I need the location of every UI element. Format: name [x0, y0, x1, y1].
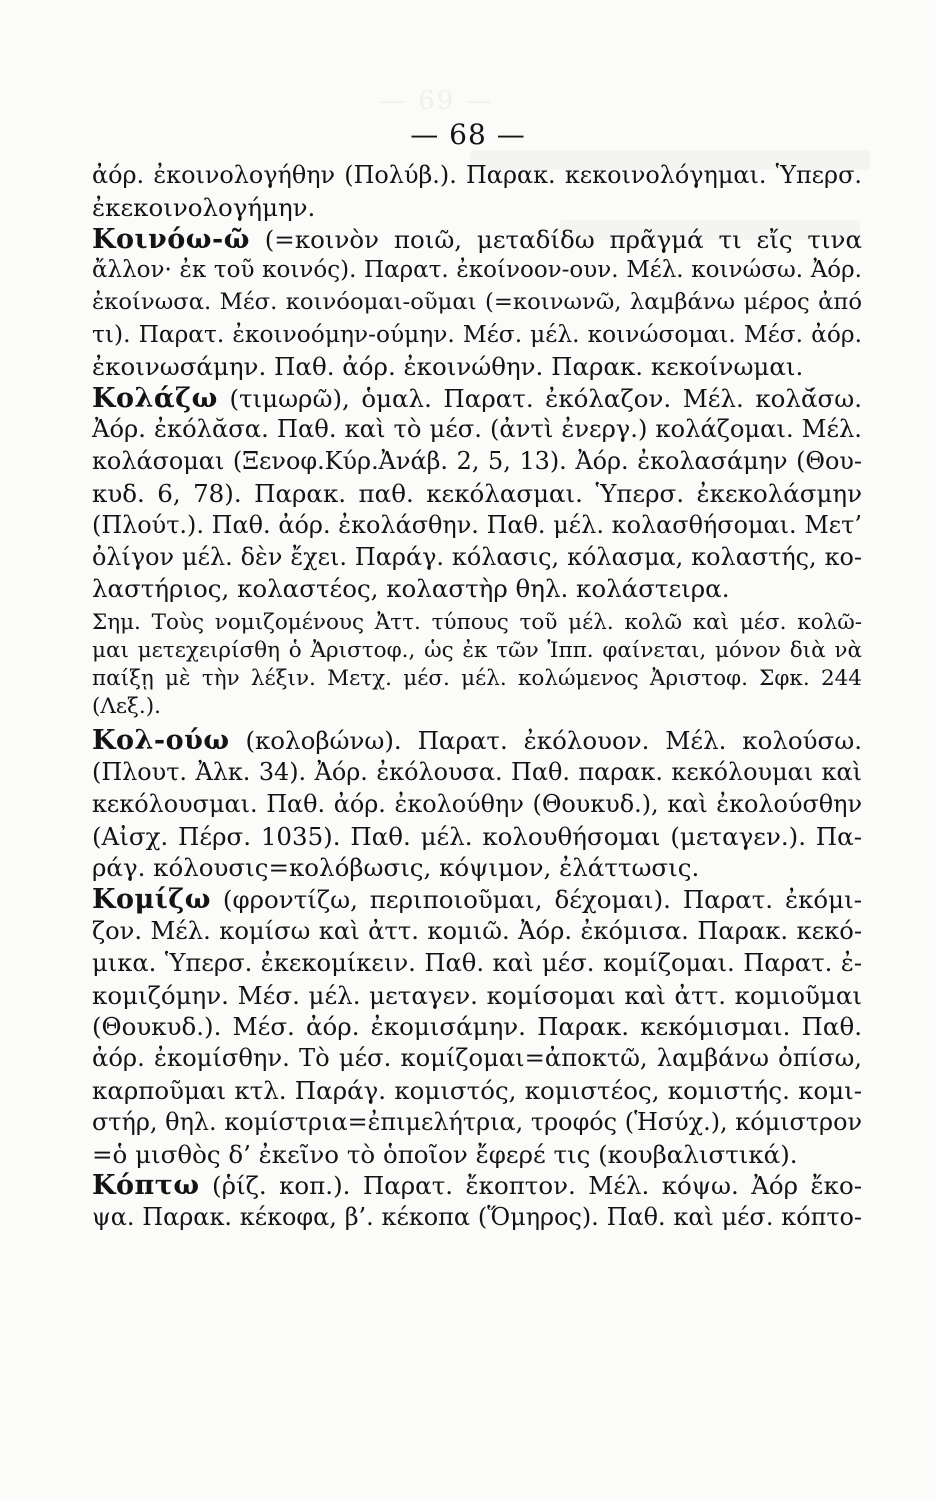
- entry-text: (κολοβώνω). Παρατ. ἐκόλουον. Μέλ. κολούσω.: [229, 726, 862, 756]
- dictionary-entry-kolazo: [92, 383, 862, 606]
- dictionary-entry-continuation: [92, 160, 862, 224]
- text-line: (Θουκυδ.). Μέσ. ἀόρ. ἐκομισάμην. Παρακ. κεκόμισμαι. Παθ.: [92, 1012, 862, 1042]
- entry-text: (φροντίζω, περιποιοῦμαι, δέχομαι). Παρατ. ἐκόμι-: [211, 885, 862, 915]
- entry-text: (τιμωρῶ), ὁμαλ. Παρατ. ἐκόλαζον. Μέλ. κολᾰ́σω.: [217, 383, 862, 413]
- text-line: ἐκεκοινολογήμην.: [92, 192, 316, 222]
- text-line: (Πλουτ. Ἀλκ. 34). Ἀόρ. ἐκόλουσα. Παθ. παρακ. κεκόλουμαι καὶ: [92, 757, 862, 786]
- entry-text: (ῥίζ. κοπ.). Παρατ. ἔκοπτον. Μέλ. κόψω. Ἀόρ ἔκο-: [199, 1171, 862, 1201]
- text-line: κυδ. 6, 78). Παρακ. παθ. κεκόλασμαι. Ὑπερσ. ἐκεκολάσμην: [92, 478, 862, 508]
- dictionary-entry-kopto: [92, 1170, 862, 1234]
- text-line: ἄλλον· ἐκ τοῦ κοινός). Παρατ. ἐκοίνοον-ουν. Μέλ. κοινώσω. Ἀόρ.: [92, 257, 862, 284]
- text-line: καρποῦμαι κτλ. Παράγ. κομιστός, κομιστέος, κομιστής. κομι-: [92, 1075, 862, 1105]
- dictionary-note: [92, 609, 862, 721]
- entry-lemma: Κόπτω: [92, 1170, 200, 1202]
- text-line: ἐκοίνωσα. Μέσ. κοινόομαι-οῦμαι (=κοινωνῶ, λαμβάνω μέρος ἀπό: [92, 289, 862, 316]
- text-line: ἀόρ. ἐκομίσθην. Τὸ μέσ. κομίζομαι=ἀποκτῶ, λαμβάνω ὀπίσω,: [92, 1044, 862, 1073]
- text-line: κομιζόμην. Μέσ. μέλ. μεταγεν. κομίσομαι καὶ ἀττ. κομιοῦμαι: [92, 980, 862, 1010]
- text-line: λαστήριος, κολαστέος, κολαστὴρ θηλ. κολάστειρα.: [92, 574, 730, 604]
- text-line: ἀόρ. ἐκοινολογήθην (Πολύβ.). Παρακ. κεκοινολόγημαι. Ὑπερσ.: [92, 161, 862, 189]
- text-line: (Αἰσχ. Πέρσ. 1035). Παθ. μέλ. κολουθήσομαι (μεταγεν.). Πα-: [92, 821, 862, 851]
- entry-lemma: Κοινόω-ῶ: [92, 223, 250, 255]
- text-line: τι). Παρατ. ἐκοινοόμην-ούμην. Μέσ. μέλ. κοινώσομαι. Μέσ. ἀόρ.: [92, 320, 862, 348]
- text-line: κολάσομαι (Ξενοφ.Κύρ.Ἀνάβ. 2, 5, 13). Ἀόρ. ἐκολασάμην (Θου-: [92, 447, 862, 476]
- text-line: στήρ, θηλ. κομίστρια=ἐπιμελήτρια, τροφός (Ἡσύχ.), κόμιστρον: [92, 1107, 862, 1136]
- text-line: κεκόλουσμαι. Παθ. ἀόρ. ἐκολούθην (Θουκυδ.), καὶ ἐκολούσθην: [92, 789, 862, 818]
- note-line: Σημ. Τοὺς νομιζομένους Ἀττ. τύπους τοῦ μέλ. κολῶ καὶ μέσ. κολῶ-: [92, 610, 862, 636]
- text-line: ζον. Μέλ. κομίσω καὶ ἀττ. κομιῶ. Ἀόρ. ἐκόμισα. Παρακ. κεκό-: [92, 916, 862, 945]
- text-line: ὀλίγον μέλ. δὲν ἔχει. Παράγ. κόλασις, κόλασμα, κολαστής, κο-: [92, 542, 862, 571]
- text-line: =ὁ μισθὸς δ’ ἐκεῖνο τὸ ὁποῖον ἔφερέ τις (κουβαλιστικά).: [92, 1139, 798, 1169]
- page-number: — 68 —: [410, 118, 526, 151]
- entry-lemma: Κολάζω: [92, 382, 218, 414]
- text-line: Ἀόρ. ἐκόλᾰσα. Παθ. καὶ τὸ μέσ. (ἀντὶ ἐνεργ.) κολάζομαι. Μέλ.: [92, 415, 862, 444]
- text-line: ψα. Παρακ. κέκοφα, β’. κέκοπα (Ὅμηρος). Παθ. καὶ μέσ. κόπτο-: [92, 1203, 862, 1232]
- text-line: (Πλούτ.). Παθ. ἀόρ. ἐκολάσθην. Παθ. μέλ. κολασθήσομαι. Μετ’: [92, 510, 862, 539]
- note-line: παίξῃ μὲ τὴν λέξιν. Μετχ. μέσ. μέλ. κολώμενος Ἀριστοφ. Σφκ. 244: [92, 666, 862, 692]
- note-line: μαι μετεχειρίσθη ὁ Ἀριστοφ., ὡς ἐκ τῶν Ἱππ. φαίνεται, μόνον διὰ νὰ: [92, 638, 862, 664]
- text-line: μικα. Ὑπερσ. ἐκεκομίκειν. Παθ. καὶ μέσ. κομίζομαι. Παρατ. ἐ-: [92, 948, 862, 977]
- entry-text: (=κοινὸν ποιῶ, μεταδίδω πρᾶγμά τι εἴς τινα: [249, 224, 862, 254]
- dictionary-text: [92, 160, 862, 1234]
- dictionary-entry-koloo: [92, 725, 862, 884]
- bleed-through-page-number: — 69 —: [380, 86, 494, 116]
- dictionary-entry-koinoo: [92, 224, 862, 383]
- text-line: ἐκοινωσάμην. Παθ. ἀόρ. ἐκοινώθην. Παρακ. κεκοίνωμαι.: [92, 351, 804, 381]
- text-line: ράγ. κόλουσις=κολόβωσις, κόψιμον, ἐλάττωσις.: [92, 853, 700, 883]
- entry-lemma: Κομίζω: [92, 884, 212, 916]
- note-line: (Λεξ.).: [92, 694, 161, 720]
- entry-lemma: Κολ-ούω: [92, 725, 230, 757]
- dictionary-entry-komizo: [92, 884, 862, 1170]
